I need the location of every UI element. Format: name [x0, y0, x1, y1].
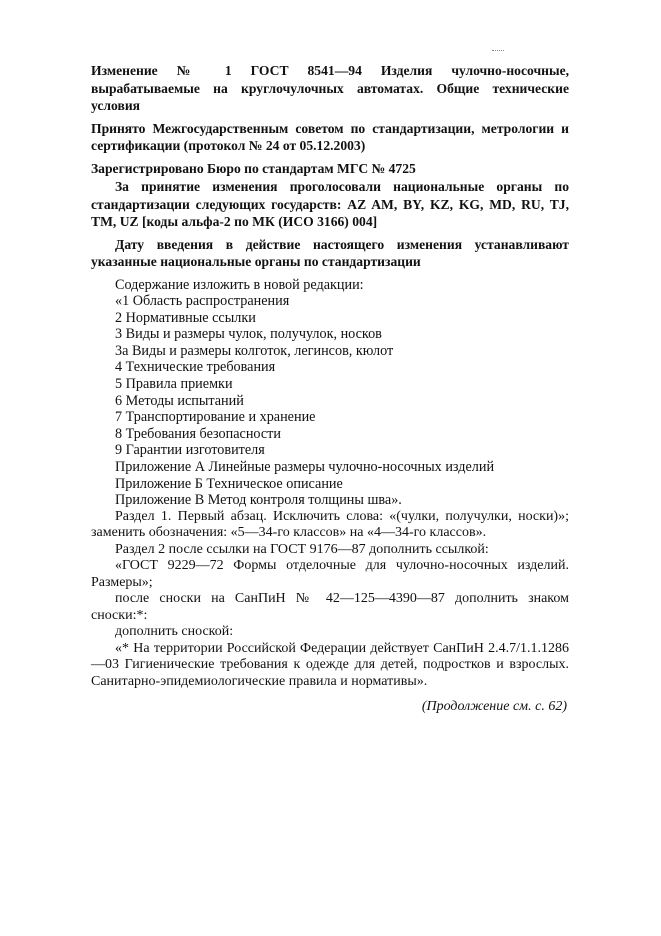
footnote-text: «* На территории Российской Федерации действует СанПиН 2.4.7/1.1.1286—03 Гигиенические требования к одежде для детей, подростков и взрослых. Санитарно-эпидемиологические правила и нормативы».: [91, 640, 569, 689]
registration-statement: Зарегистрировано Бюро по стандартам МГС № 4725: [91, 160, 416, 176]
section2-change: Раздел 2 после ссылки на ГОСТ 9176—87 дополнить ссылкой:: [115, 541, 489, 557]
contents-item: Приложение А Линейные размеры чулочно-носочных изделий: [115, 459, 495, 476]
contents-item: 2 Нормативные ссылки: [115, 309, 256, 326]
continuation-note: (Продолжение см. с. 62): [421, 699, 567, 715]
contents-item: 7 Транспортирование и хранение: [115, 409, 316, 426]
contents-item: 3 Виды и размеры чулок, получулок, носков: [115, 326, 382, 343]
section1-change: Раздел 1. Первый абзац. Исключить слова: «(чулки, получулки, носки)»; заменить обозначения: «5—34-го классов» на «4—34-го классов».: [91, 508, 569, 541]
contents-item: 3а Виды и размеры колготок, легинсов, кюлот: [115, 342, 394, 359]
contents-item: 9 Гарантии изготовителя: [115, 442, 265, 459]
contents-item: Приложение Б Техническое описание: [115, 475, 343, 492]
document-page: [91, 62, 569, 715]
contents-list: [91, 277, 569, 509]
added-reference: «ГОСТ 9229—72 Формы отделочные для чулочно-носочных изделий. Размеры»;: [91, 558, 569, 590]
voting-statement: За принятие изменения проголосовали национальные органы по стандартизации следующих государств: AZ AM, BY, KZ, KG, MD, RU, TJ, TM, UZ [коды альфа-2 по МК (ИСО 3166) 004]: [91, 179, 569, 229]
contents-item: «1 Область распространения: [115, 293, 290, 310]
contents-intro: Содержание изложить в новой редакции:: [115, 276, 364, 293]
amendment-title: Изменение № 1 ГОСТ 8541—94 Изделия чулочно-носочные, вырабатываемые на круглочулочных автоматах. Общие технические условия: [91, 63, 569, 113]
contents-item: 6 Методы испытаний: [115, 392, 244, 409]
contents-item: Приложение В Метод контроля толщины шва».: [115, 492, 402, 509]
add-footnote-instruction: дополнить сноской:: [115, 624, 234, 640]
footnote-mark-change: после сноски на СанПиН № 42—125—4390—87 дополнить знаком сноски:*:: [91, 591, 569, 623]
contents-item: 4 Технические требования: [115, 359, 276, 376]
scan-mark: [492, 50, 504, 53]
effective-date-statement: Дату введения в действие настоящего изменения устанавливают указанные национальные органы по стандартизации: [91, 236, 569, 269]
contents-item: 5 Правила приемки: [115, 376, 233, 393]
adopted-statement: Принято Межгосударственным советом по стандартизации, метрологии и сертификации (протокол № 24 от 05.12.2003): [91, 120, 569, 153]
contents-item: 8 Требования безопасности: [115, 425, 281, 442]
